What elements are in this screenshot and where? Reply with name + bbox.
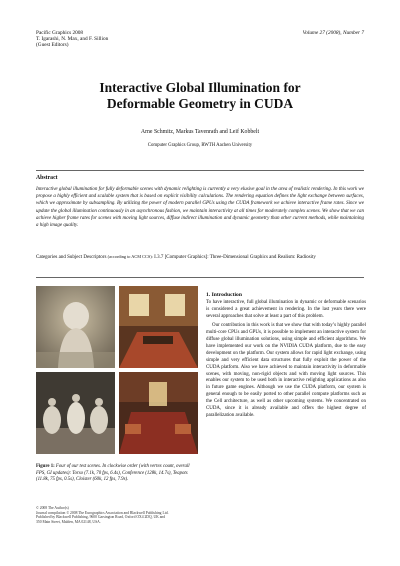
journal-header-line: (Guest Editors) (36, 42, 69, 49)
figure-1 (36, 286, 198, 454)
authors: Arne Schmitz, Markus Tavenrath and Leif Kobbelt (140, 129, 260, 135)
intro-paragraph: To have interactive, full global illumination in dynamic or deformable scenarios is considered a great achievement in rendering. In the last years there were several approaches that solve at least a part of this problem. (206, 300, 366, 319)
subject-descriptors (36, 253, 364, 261)
figure-caption (36, 464, 196, 484)
copyright-line: Published by Blackwell Publishing, 9600 Garsington Road, Oxford OX4 2DQ, UK and (36, 515, 166, 520)
abstract-bottom-rule (36, 277, 364, 278)
copyright-line: © 2008 The Author(s) (36, 506, 69, 510)
scene-cloister-image (119, 372, 198, 454)
affiliation: Computer Graphics Group, RWTH Aachen University (147, 143, 253, 148)
subject-descriptors-note: (according to ACM CCS): (107, 254, 153, 259)
journal-header-line: T. Igarashi, N. Max, and F. Sillion (36, 36, 109, 43)
paper-title-line: Interactive Global Illumination for (99, 80, 301, 95)
journal-header (36, 30, 108, 49)
figure-caption-text: Four of our test scenes. In clockwise order (with vertex count, overall FPS, GI updates): Torso (7.1k, 70 fps, 6.4s), Conference (128k, 14.7s), Teapots (11.8k, 75 fps, 0.5s), Cloister (60k, 12 fps, 7.9s). (36, 464, 190, 483)
scene-torso-image (36, 286, 115, 368)
introduction-body (206, 300, 366, 420)
figure-caption-label: Figure 1: (36, 464, 55, 469)
subject-descriptors-label: Categories and Subject Descriptors (36, 255, 107, 260)
copyright-line: Journal compilation © 2008 The Eurographics Association and Blackwell Publishing Ltd. (36, 510, 169, 515)
copyright-notice (36, 506, 196, 524)
abstract-text: Interactive global illumination for fully deformable scenes with dynamic relighting is currently a very elusive goal in the area of realistic rendering. In this work we propose a highly efficient and scalable system that is based on explicit visibility calculations. The rendering equation defines the light exchange between surfaces, which we approximate by subsampling. By utilizing the power of modern parallel GPUs using the CUDA framework we achieve interactive frame rates. Since we update the global illumination continuously in an asynchronous fashion, we maintain interactivity at all times for moderately complex scenes. We show that we can achieve higher frame rates for scenes with moving light sources, diffuse indirect illumination and dynamic geometry than other current methods, while maintaining a high image quality. (36, 187, 364, 229)
journal-header-line: Pacific Graphics 2008 (36, 30, 84, 36)
volume-header: Volume 27 (2008), Number 7 (302, 30, 364, 36)
section-heading: 1. Introduction (206, 292, 242, 298)
intro-paragraph: Our contribution in this work is that we show that with today’s highly parallel multi-core CPUs and GPUs, it is possible to implement an interactive system for diffuse global illumination solutions, using simple and efficient algorithms. We have implemented our work on the NVIDIA CUDA platform, due to the easy development on the platform. Our system allows for rapid light exchange, using simple and very efficient data structures that fully exploit the power of the CUDA platform. Also we have achieved to maintain interactivity in deformable scenes, with moving, non-rigid objects and with moving light sources. This enables our system to be used both in interactive relighting applications as also in future game engines. Although we use the CUDA platform, our system is general enough to be easily ported to other parallel compute platforms such as the Cell architecture, as well as other upcoming systems. We concentrated on CUDA, since it is already available and offers the highest degree of parallelization available. (206, 322, 366, 419)
abstract-heading: Abstract (36, 175, 58, 181)
scene-teapots-image (36, 372, 115, 454)
abstract-top-rule (36, 170, 364, 171)
paper-title-line: Deformable Geometry in CUDA (106, 96, 294, 111)
subject-descriptors-text: I.3.7 [Computer Graphics]: Three-Dimensional Graphics and Realism: Radiosity (154, 255, 316, 260)
paper-title (0, 80, 400, 112)
copyright-line: 350 Main Street, Malden, MA 02148, USA. (36, 519, 101, 524)
scene-conference-image (119, 286, 198, 368)
